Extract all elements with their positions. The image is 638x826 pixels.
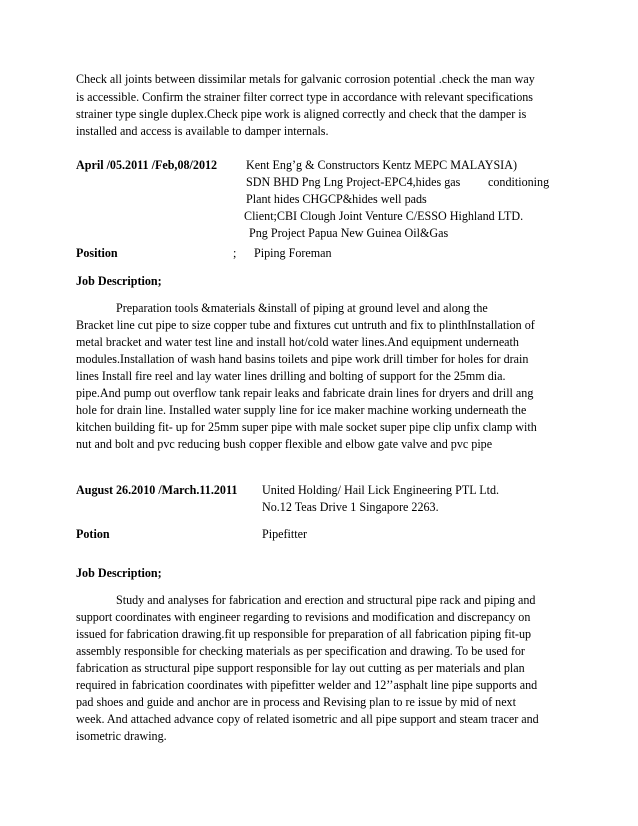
job2-description-line: isometric drawing. [76, 729, 167, 743]
job1-dates: April /05.2011 /Feb,08/2012 [76, 158, 218, 172]
job1-employer-line: Kent Eng’g & Constructors Kentz MEPC MALAYSIA) [246, 158, 517, 172]
job1-description-line: Bracket line cut pipe to size copper tube and fixtures cut untruth and fix to plinthInstallation of [76, 318, 535, 332]
job1-position-separator: ; [233, 246, 237, 260]
intro-line: is accessible. Confirm the strainer filter correct type in accordance with relevant specifications [76, 90, 534, 104]
job1-position-label: Position [76, 246, 118, 260]
job1-position-value: Piping Foreman [254, 246, 332, 260]
job2-description-line: support coordinates with engineer regarding to revisions and modification and discrepancy on [76, 610, 531, 624]
intro-line: strainer type single duplex.Check pipe work is aligned correctly and check that the damper is [76, 107, 527, 121]
job1-employer-line: SDN BHD Png Lng Project-EPC4,hides gas [246, 175, 461, 189]
job2-dates: August 26.2010 /March.11.2011 [76, 483, 238, 497]
job2-position-value: Pipefitter [262, 527, 308, 541]
job2-position-label: Potion [76, 527, 110, 541]
job1-description-line: Preparation tools &materials &install of piping at ground level and along the [116, 301, 488, 315]
job1-description-line: kitchen building fit- up for 25mm super pipe with male socket super pipe clip unfix clamp with [76, 420, 537, 434]
job1-description-line: lines Install fire reel and lay water lines drilling and bolting of support for the 25mm dia. [76, 369, 506, 383]
intro-line: installed and access is available to damper internals. [76, 124, 329, 138]
job2-employer-line: United Holding/ Hail Lick Engineering PTL Ltd. [262, 483, 500, 497]
job2-description-line: pad shoes and guide and anchor are in process and Revising plan to re issue by mid of next [76, 695, 516, 709]
job1-description-line: pipe.And pump out overflow tank repair leaks and fabricate drain lines for dryers and drill ang [76, 386, 534, 400]
job2-description-line: fabrication as structural pipe support responsible for lay out cutting as per materials and plan [76, 661, 525, 675]
job1-description-line: metal bracket and water test line and install hot/cold water lines.And equipment underneath [76, 335, 519, 349]
job2-description-line: week. And attached advance copy of related isometric and all pipe support and steam tracer and [76, 712, 539, 726]
job1-employer-line: Plant hides CHGCP&hides well pads [246, 192, 427, 206]
job2-description-line: Study and analyses for fabrication and erection and structural pipe rack and piping and [116, 593, 536, 607]
job2-description-heading: Job Description; [76, 566, 162, 580]
intro-line: Check all joints between dissimilar metals for galvanic corrosion potential .check the man way [76, 72, 535, 86]
job2-description-line: issued for fabrication drawing.fit up responsible for preparation of all fabrication piping fit-up [76, 627, 532, 641]
job2-description-line: required in fabrication coordinates with pipefitter welder and 12’’asphalt line pipe supports and [76, 678, 538, 692]
job1-employer-line: conditioning [488, 175, 550, 189]
job1-description-line: nut and bolt and pvc reducing bush copper flexible and elbow gate valve and pvc pipe [76, 437, 493, 451]
job1-employer-line: Png Project Papua New Guinea Oil&Gas [249, 226, 449, 240]
job1-description-heading: Job Description; [76, 274, 162, 288]
job1-description-line: hole for drain line. Installed water supply line for ice maker machine working underneath the [76, 403, 527, 417]
job1-description-line: modules.Installation of wash hand basins toilets and pipe work drill timber for holes for drain [76, 352, 529, 366]
job1-employer-line: Client;CBI Clough Joint Venture C/ESSO Highland LTD. [244, 209, 524, 223]
job2-employer-line: No.12 Teas Drive 1 Singapore 2263. [262, 500, 439, 514]
job2-description-line: assembly responsible for checking materials as per specification and drawing. To be used for [76, 644, 525, 658]
